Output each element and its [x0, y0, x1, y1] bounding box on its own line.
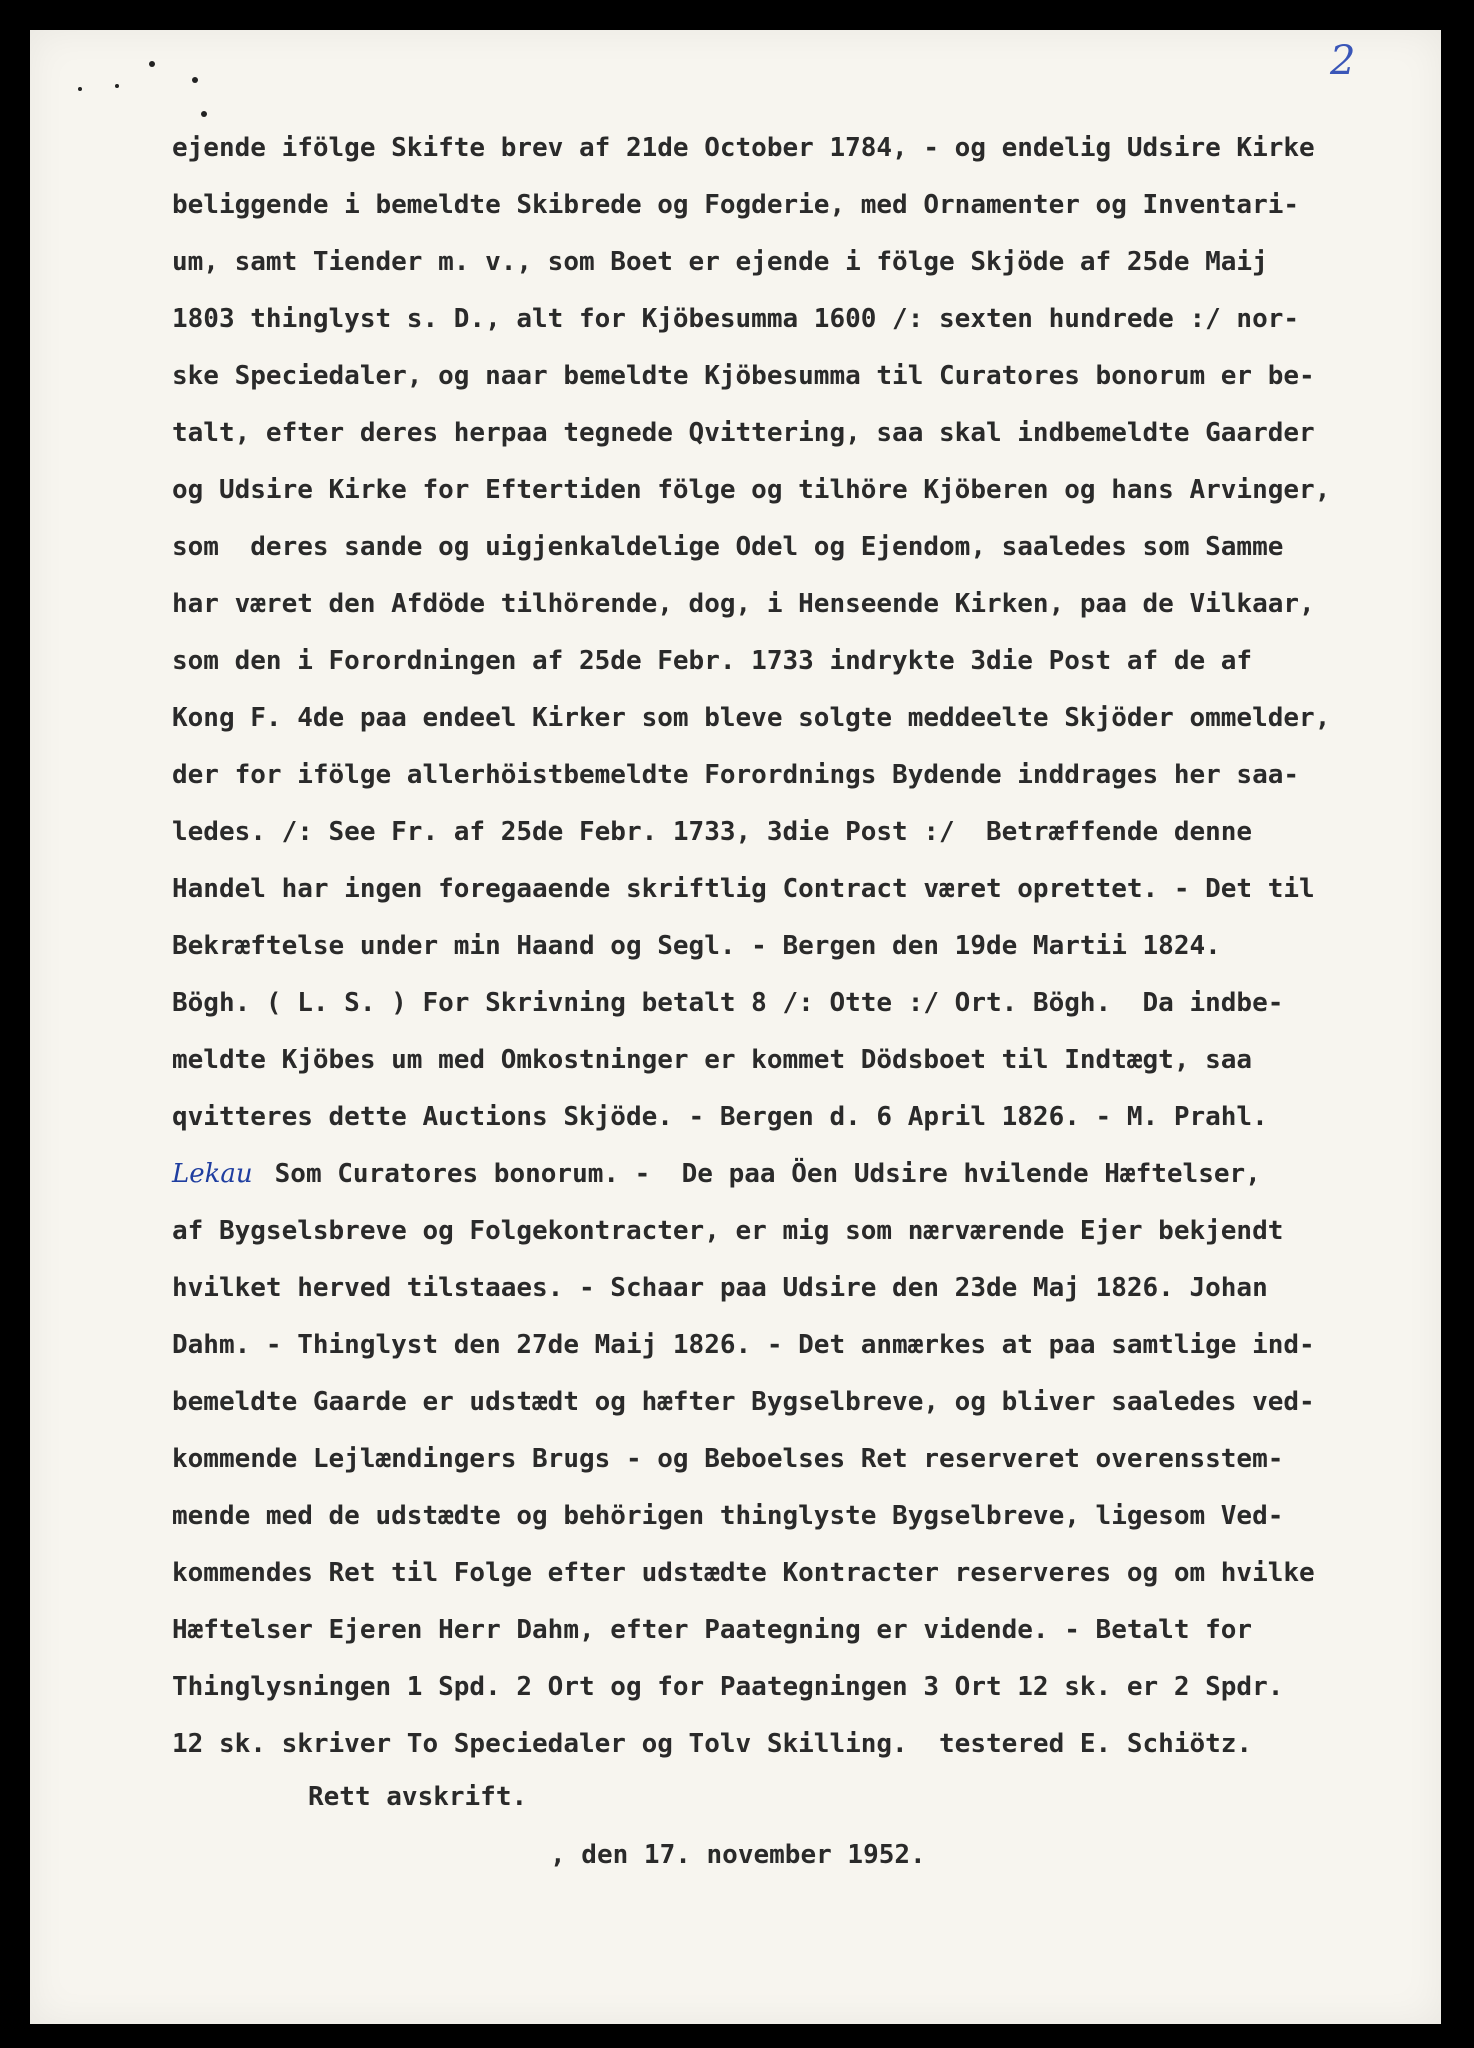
page-number: 2	[1330, 38, 1356, 84]
signature-line	[172, 1146, 1432, 1203]
text-line: meldte Kjöbes um med Omkostninger er kommet Dödsboet til Indtægt, saa	[172, 1045, 1253, 1075]
text-line: kommende Lejlændingers Brugs - og Beboelses Ret reserveret overensstem-	[172, 1444, 1284, 1474]
text-line: 1803 thinglyst s. D., alt for Kjöbesumma 1600 /: sexten hundrede :/ nor-	[172, 304, 1300, 334]
transcript-body	[172, 120, 1432, 1773]
text-line: og Udsire Kirke for Eftertiden fölge og tilhöre Kjöberen og hans Arvinger,	[172, 475, 1331, 505]
text-line: Bekræftelse under min Haand og Segl. - Bergen den 19de Martii 1824.	[172, 931, 1221, 961]
text-line: hvilket herved tilstaaes. - Schaar paa Udsire den 23de Maj 1826. Johan	[172, 1273, 1268, 1303]
text-line: 12 sk. skriver To Speciedaler og Tolv Skilling. testered E. Schiötz.	[172, 1729, 1253, 1759]
signature-line-text: Som Curatores bonorum. - De paa Öen Udsire hvilende Hæftelser,	[274, 1159, 1261, 1189]
text-line: Bögh. ( L. S. ) For Skrivning betalt 8 /: Otte :/ Ort. Bögh. Da indbe-	[172, 988, 1284, 1018]
text-line: qvitteres dette Auctions Skjöde. - Bergen d. 6 April 1826. - M. Prahl.	[172, 1102, 1268, 1132]
text-line: Handel har ingen foregaaende skriftlig Contract været oprettet. - Det til	[172, 874, 1315, 904]
certification-text: Rett avskrift.	[308, 1782, 528, 1812]
text-line: har været den Afdöde tilhörende, dog, i Henseende Kirken, paa de Vilkaar,	[172, 589, 1315, 619]
text-line: af Bygselsbreve og Folgekontracter, er mig som nærværende Ejer bekjendt	[172, 1216, 1284, 1246]
text-line: ledes. /: See Fr. af 25de Febr. 1733, 3die Post :/ Betræffende denne	[172, 817, 1253, 847]
text-line: som den i Forordningen af 25de Febr. 1733 indrykte 3die Post af de af	[172, 646, 1253, 676]
text-line: ske Speciedaler, og naar bemeldte Kjöbesumma til Curatores bonorum er be-	[172, 361, 1315, 391]
text-line: mende med de udstædte og behörigen thinglyste Bygselbreve, ligesom Ved-	[172, 1501, 1284, 1531]
text-line: beliggende i bemeldte Skibrede og Fogderie, med Ornamenter og Inventari-	[172, 190, 1300, 220]
text-line: bemeldte Gaarde er udstædt og hæfter Bygselbreve, og bliver saaledes ved-	[172, 1387, 1315, 1417]
text-line: talt, efter deres herpaa tegnede Qvittering, saa skal indbemeldte Gaarder	[172, 418, 1315, 448]
text-line: Thinglysningen 1 Spd. 2 Ort og for Paategningen 3 Ort 12 sk. er 2 Spdr.	[172, 1672, 1284, 1702]
text-line: Kong F. 4de paa endeel Kirker som bleve solgte meddeelte Skjöder ommelder,	[172, 703, 1331, 733]
text-line: kommendes Ret til Folge efter udstædte Kontracter reserveres og om hvilke	[172, 1558, 1315, 1588]
text-line: ejende ifölge Skifte brev af 21de October 1784, - og endelig Udsire Kirke	[172, 133, 1315, 163]
handwritten-annotation: Lekau	[172, 1159, 253, 1189]
certification-date: , den 17. november 1952.	[550, 1840, 926, 1870]
text-line: um, samt Tiender m. v., som Boet er ejende i fölge Skjöde af 25de Maij	[172, 247, 1268, 277]
text-line: der for ifölge allerhöistbemeldte Forordnings Bydende inddrages her saa-	[172, 760, 1300, 790]
text-line: som deres sande og uigjenkaldelige Odel og Ejendom, saaledes som Samme	[172, 532, 1284, 562]
text-line: Hæftelser Ejeren Herr Dahm, efter Paategning er vidende. - Betalt for	[172, 1615, 1253, 1645]
text-line: Dahm. - Thinglyst den 27de Maij 1826. - Det anmærkes at paa samtlige ind-	[172, 1330, 1315, 1360]
